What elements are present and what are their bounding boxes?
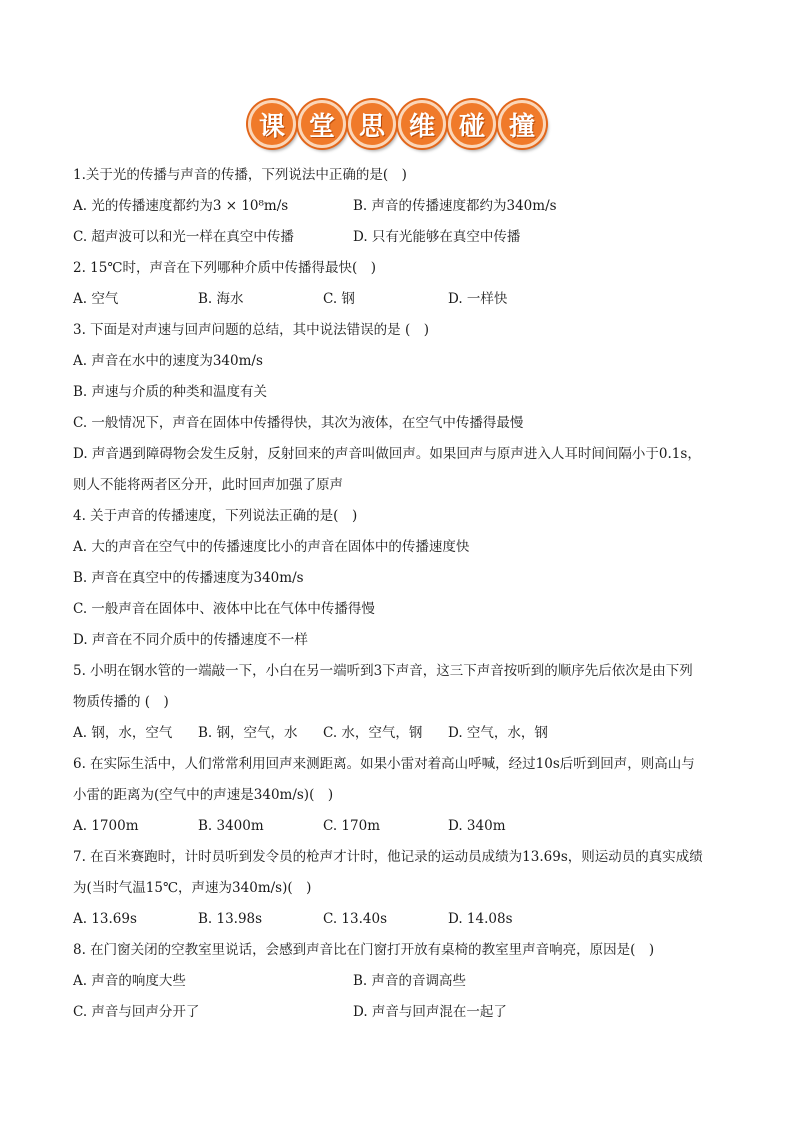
option-d: D. 空气，水，钢 [448,725,548,741]
option-row [73,718,723,749]
question-6 [73,749,723,842]
option-d: D. 14.08s [448,911,513,927]
option-row [73,191,723,222]
option-d: D. 340m [448,818,506,834]
option-b: B. 海水 [198,291,244,307]
option-row [73,284,723,315]
option-a: A. 大的声音在空气中的传播速度比小的声音在固体中的传播速度快 [73,539,470,555]
option-b: B. 3400m [198,818,264,834]
question-stem: 6. 在实际生活中，人们常常利用回声来测距离。如果小雷对着高山呼喊，经过10s后听到回声，则高山与 [73,756,695,772]
option-c: C. 一般声音在固体中、液体中比在气体中传播得慢 [73,601,375,617]
option-a: A. 空气 [73,291,119,307]
option-a: A. 光的传播速度都约为3 × 10⁸m/s [73,198,289,214]
question-stem-continued: 小雷的距离为(空气中的声速是340m/s)( ) [73,787,334,803]
question-stem-continued: 为(当时气温15℃，声速为340m/s)( ) [73,880,312,896]
option-a: A. 声音在水中的速度为340m/s [73,353,263,369]
option-a: A. 声音的响度大些 [73,973,186,989]
option-row [73,966,723,997]
option-c: C. 钢 [323,291,355,307]
question-stem: 8. 在门窗关闭的空教室里说话，会感到声音比在门窗打开放有桌椅的教室里声音响亮，原因是( ) [73,942,655,958]
option-b: B. 钢，空气，水 [198,725,298,741]
title-char: 维 [398,100,446,148]
question-list [73,160,723,1028]
option-d-continued: 则人不能将两者区分开，此时回声加强了原声 [73,477,343,493]
question-stem: 7. 在百米赛跑时，计时员听到发令员的枪声才计时，他记录的运动员成绩为13.69s，则运动员的真实成绩 [73,849,703,865]
title-char: 撞 [498,100,546,148]
option-a: A. 13.69s [73,911,137,927]
option-row [73,811,723,842]
option-d: D. 声音在不同介质中的传播速度不一样 [73,632,308,648]
option-d: D. 声音与回声混在一起了 [353,1004,507,1020]
title-char: 堂 [298,100,346,148]
option-a: A. 1700m [73,818,139,834]
question-stem: 1.关于光的传播与声音的传播，下列说法中正确的是( ) [73,167,407,183]
question-stem: 5. 小明在钢水管的一端敲一下，小白在另一端听到3下声音，这三下声音按听到的顺序先后依次是由下列 [73,663,693,679]
option-c: C. 超声波可以和光一样在真空中传播 [73,229,294,245]
title-char: 思 [348,100,396,148]
title-char: 课 [248,100,296,148]
question-5 [73,656,723,749]
question-stem: 2. 15℃时，声音在下列哪种介质中传播得最快( ) [73,260,376,276]
option-d: D. 一样快 [448,291,508,307]
title-char: 碰 [448,100,496,148]
question-stem: 4. 关于声音的传播速度，下列说法正确的是( ) [73,508,358,524]
option-c: C. 一般情况下，声音在固体中传播得快，其次为液体，在空气中传播得最慢 [73,415,524,431]
option-b: B. 声音在真空中的传播速度为340m/s [73,570,304,586]
option-c: C. 声音与回声分开了 [73,1004,200,1020]
question-2 [73,253,723,315]
option-b: B. 声速与介质的种类和温度有关 [73,384,268,400]
option-c: C. 170m [323,818,380,834]
option-c: C. 13.40s [323,911,388,927]
option-row [73,904,723,935]
option-c: C. 水，空气，钢 [323,725,423,741]
option-b: B. 声音的音调高些 [353,973,467,989]
question-stem-continued: 物质传播的 ( ) [73,694,169,710]
option-b: B. 声音的传播速度都约为340m/s [353,198,557,214]
option-a: A. 钢，水，空气 [73,725,173,741]
option-d: D. 声音遇到障碍物会发生反射，反射回来的声音叫做回声。如果回声与原声进入人耳时间间隔小于0.1s， [73,446,701,462]
option-row [73,997,723,1028]
option-d: D. 只有光能够在真空中传播 [353,229,521,245]
option-b: B. 13.98s [198,911,263,927]
question-3 [73,315,723,501]
option-row [73,222,723,253]
question-stem: 3. 下面是对声速与回声问题的总结，其中说法错误的是 ( ) [73,322,429,338]
question-7 [73,842,723,935]
question-4 [73,501,723,656]
section-title-banner [0,100,794,148]
question-8 [73,935,723,1028]
question-1 [73,160,723,253]
